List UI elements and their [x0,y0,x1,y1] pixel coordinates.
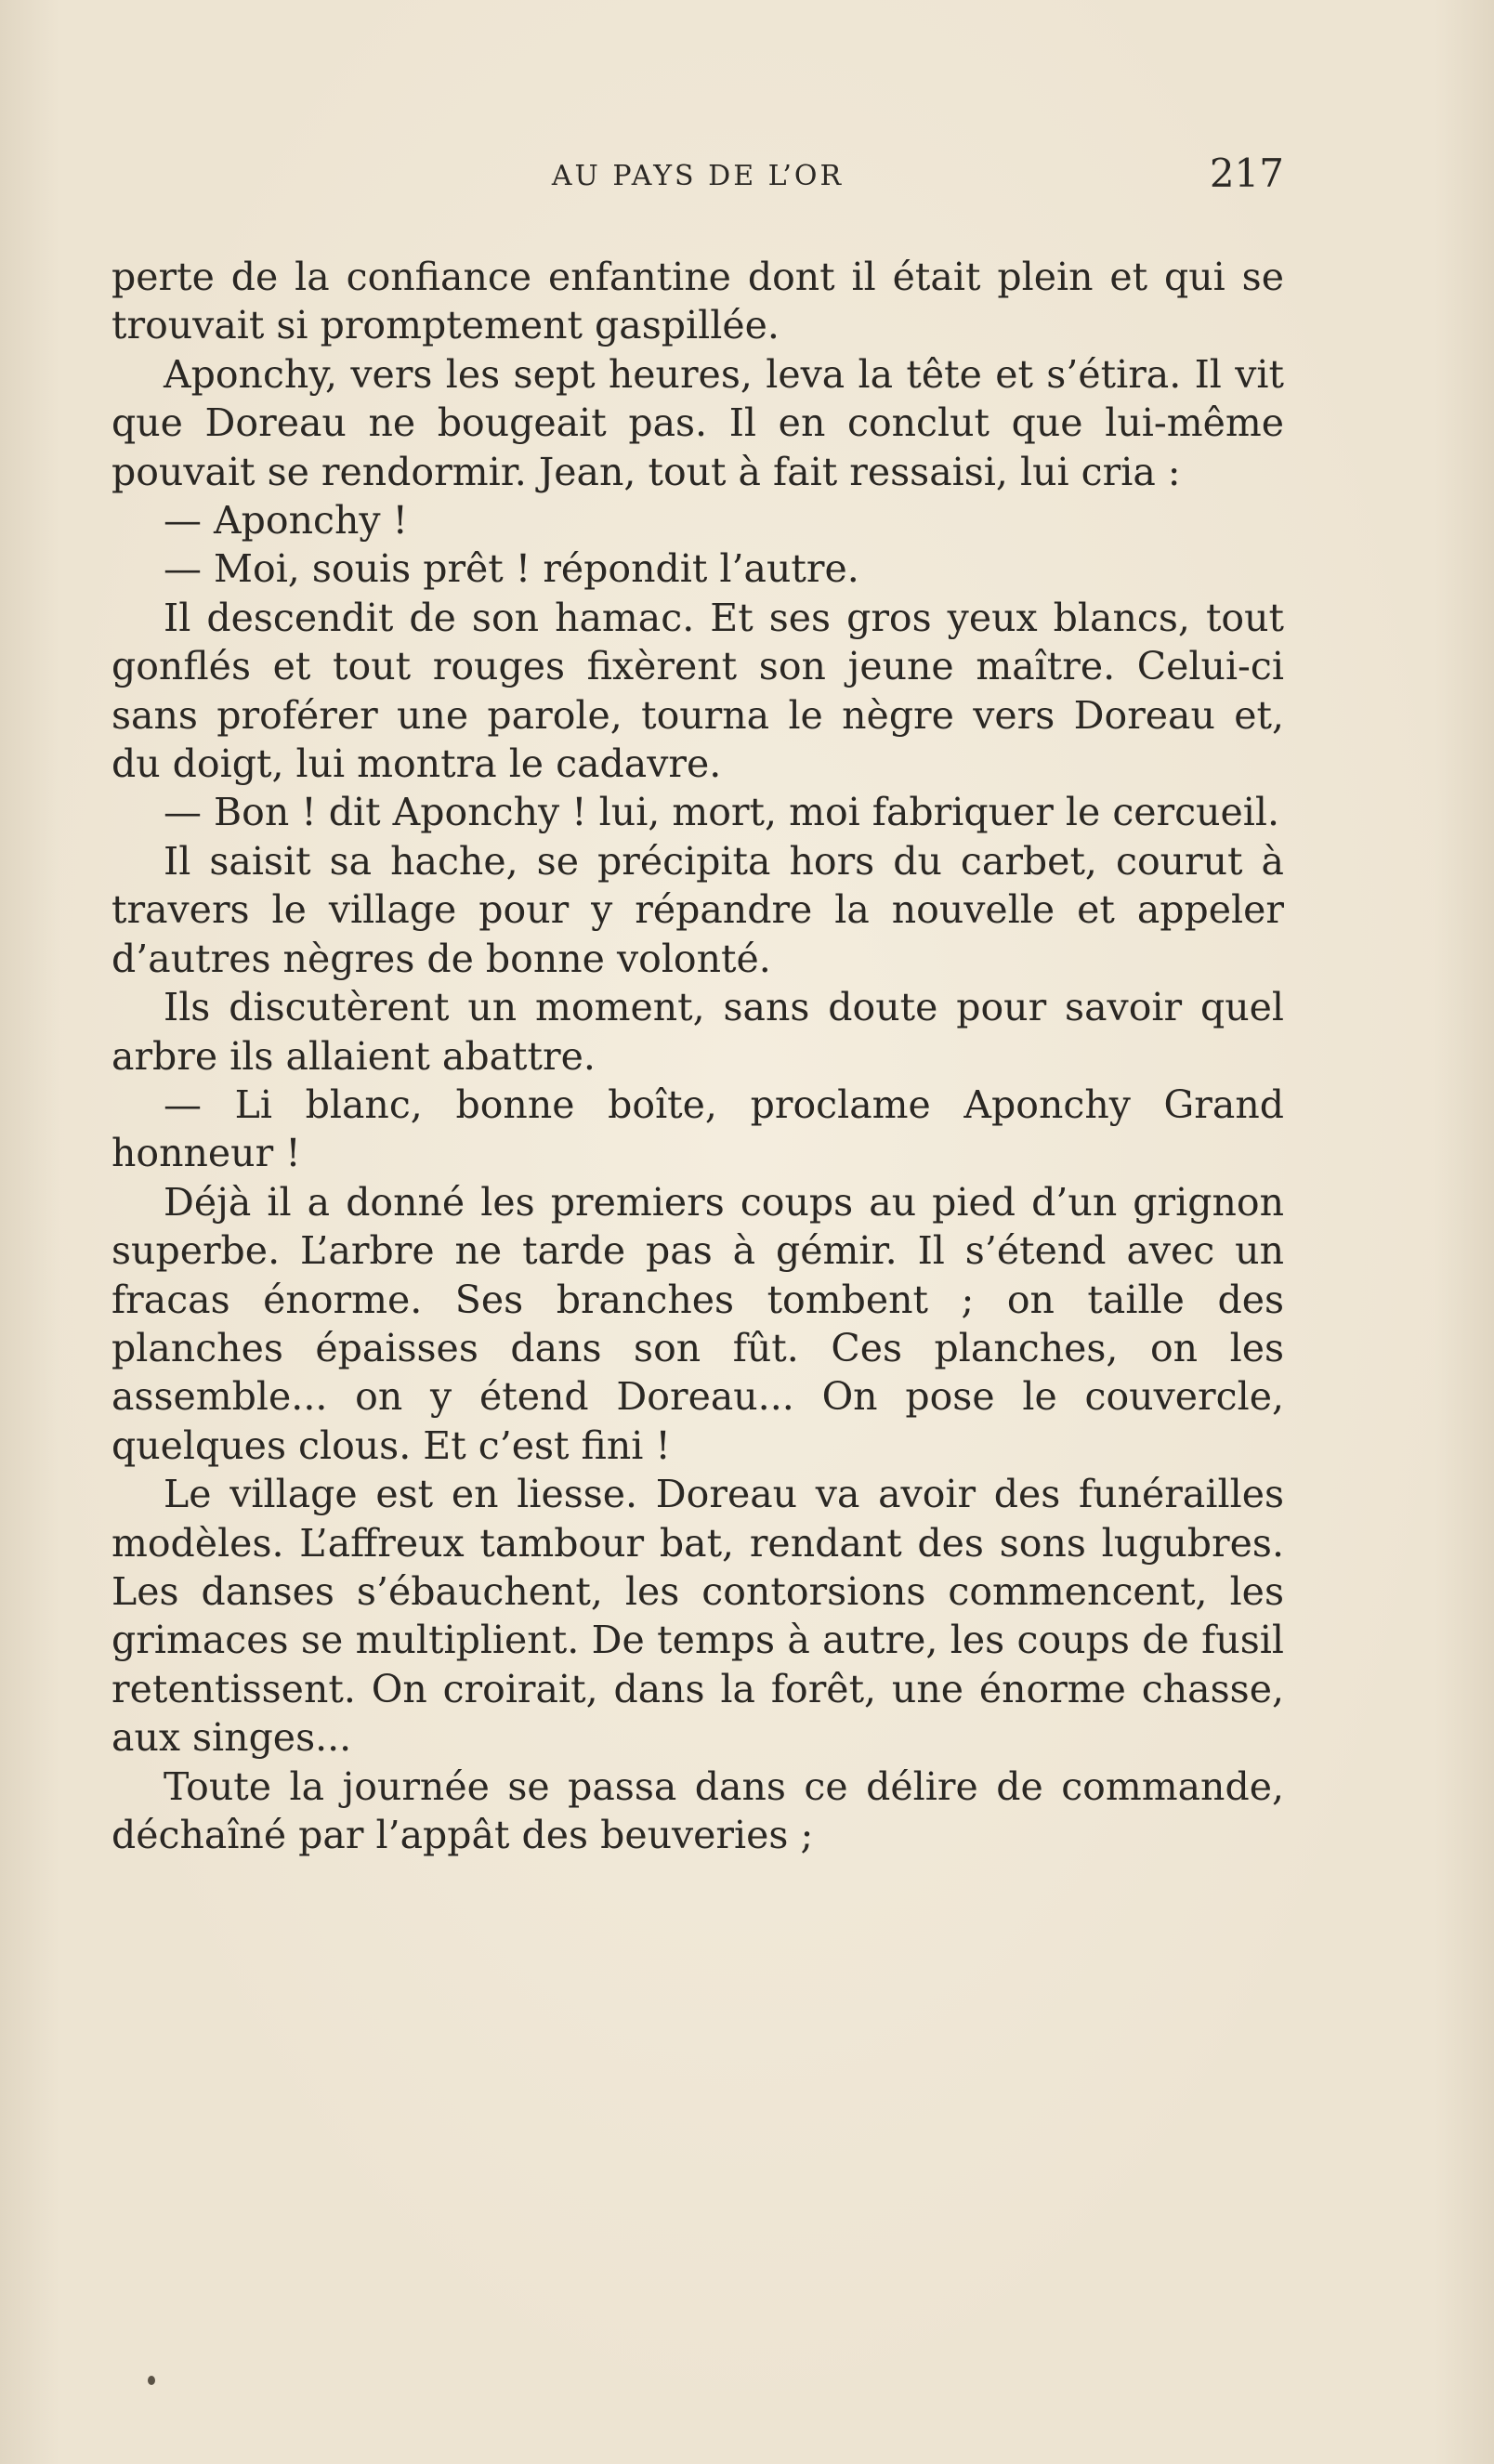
paragraph: Il saisit sa hache, se précipita hors du carbet, courut à travers le village pour y répandre la nouvelle et appeler d’autres nègres de bonne volonté. [111,838,1284,981]
dialogue-line: — Moi, souis prêt ! répondit l’autre. [164,546,859,592]
paragraph: Aponchy, vers les sept heures, leva la tête et s’étira. Il vit que Doreau ne bougeait pas. Il en conclut que lui-même pouvait se rendormir. Jean, tout à fait ressaisi, lui cria : [111,351,1284,494]
dialogue-line: — Bon ! dit Aponchy ! lui, mort, moi fabriquer le cercueil. [164,790,1280,835]
paragraph: perte de la confiance enfantine dont il était plein et qui se trouvait si promptement gaspillée. [111,255,1284,348]
paragraph: Le village est en liesse. Doreau va avoir des funérailles modèles. L’affreux tambour bat, rendant des sons lugubres. Les danses s’ébauchent, les contorsions commencent, les grimaces se multiplient. De temps à autre, les coups de fusil retentissent. On croirait, dans la forêt, une énorme chasse, aux singes... [111,1472,1284,1761]
paragraph: Toute la journée se passa dans ce délire de commande, déchaîné par l’appât des beuveries ; [111,1763,1284,1857]
running-title: AU PAYS DE L’OR [551,160,845,192]
paragraph: Ils discutèrent un moment, sans doute pour savoir quel arbre ils allaient abattre. [111,985,1284,1079]
body-text [111,253,1284,1859]
page-number: 217 [1209,151,1284,196]
paragraph: Il descendit de son hamac. Et ses gros yeux blancs, tout gonflés et tout rouges fixèrent son jeune maître. Celui-ci sans proférer une parole, tourna le nègre vers Doreau et, du doigt, lui montra le cadavre. [111,595,1284,787]
page-header [111,151,1284,197]
paragraph: Déjà il a donné les premiers coups au pied d’un grignon superbe. L’arbre ne tarde pas à gémir. Il s’étend avec un fracas énorme. Ses branches tombent ; on taille des planches épaisses dans son fût. Ces planches, on les assemble... on y étend Doreau... On pose le couvercle, quelques clous. Et c’est fini ! [111,1179,1284,1468]
dialogue-line: — Aponchy ! [164,498,409,544]
ink-speck [148,2376,155,2385]
dialogue-line: — Li blanc, bonne boîte, proclame Aponchy Grand honneur ! [111,1081,1284,1176]
